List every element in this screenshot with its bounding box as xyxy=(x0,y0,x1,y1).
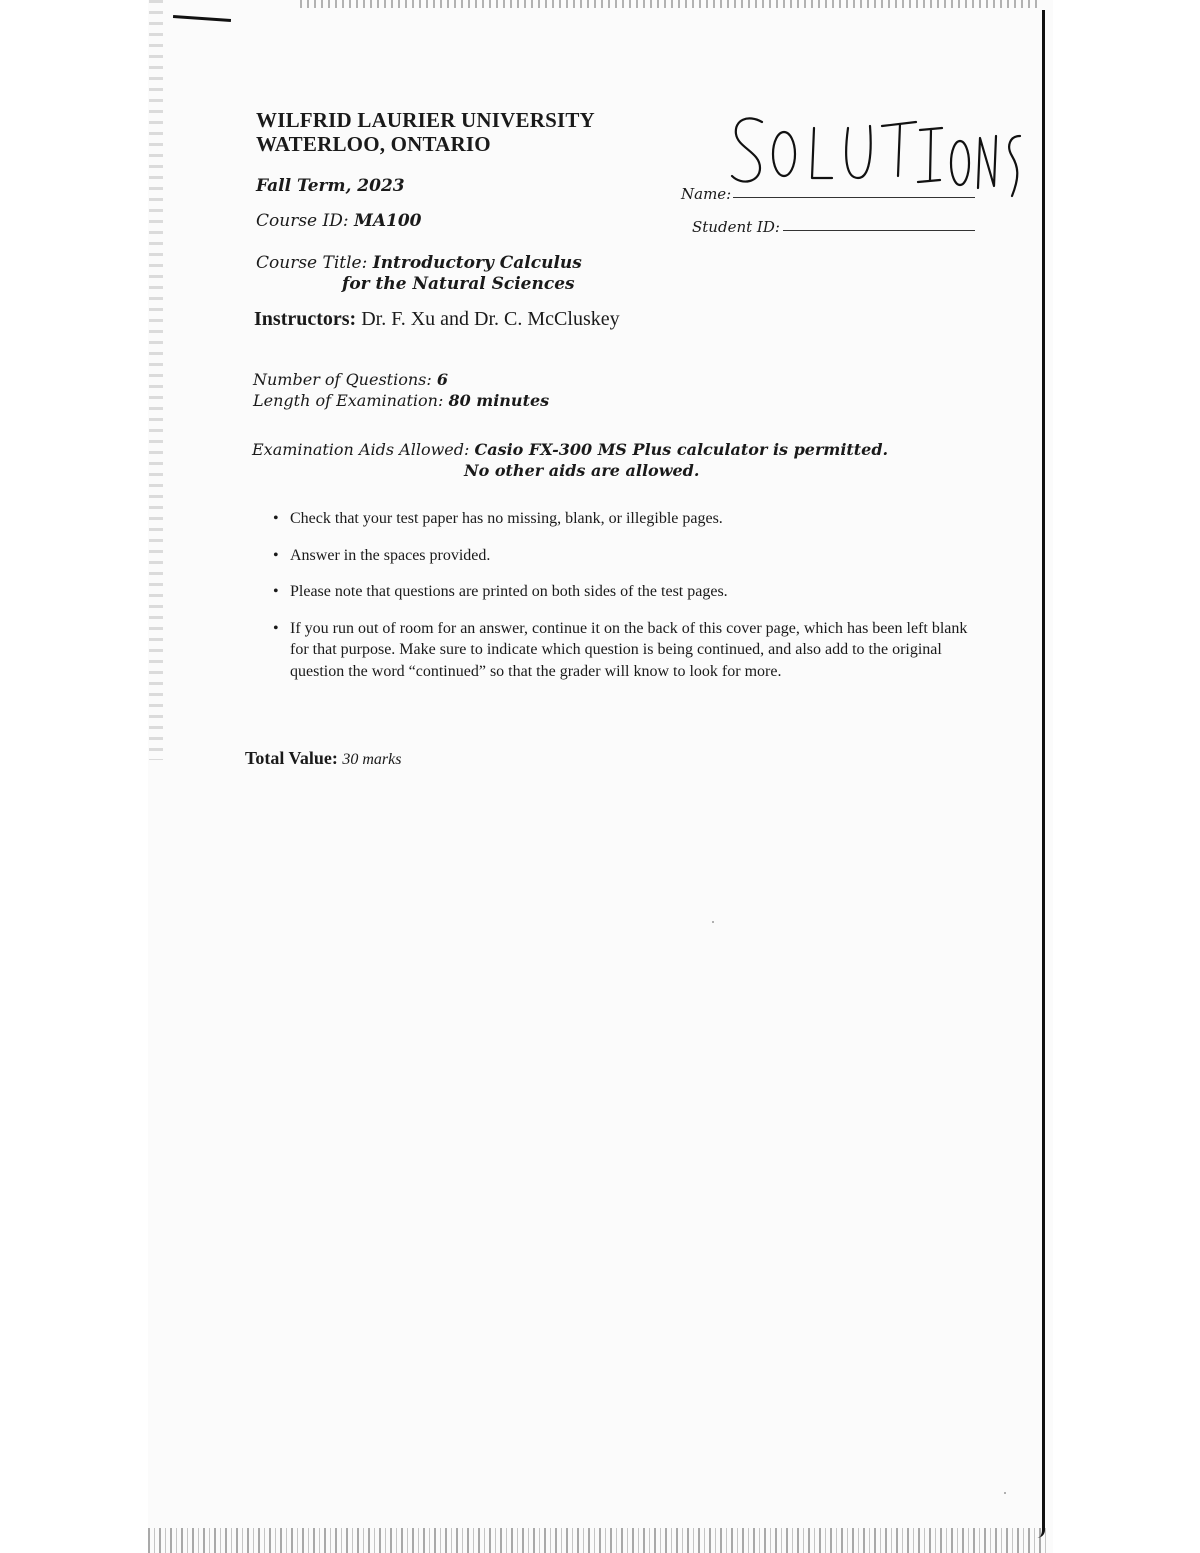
exam-length: Length of Examination: 80 minutes xyxy=(253,391,550,410)
exam-aids: Examination Aids Allowed: Casio FX-300 MS Plus calculator is permitted. No other aids are allowed. xyxy=(252,440,889,480)
num-questions: Number of Questions: 6 xyxy=(253,370,448,389)
student-id-field[interactable] xyxy=(783,230,975,231)
student-id-label: Student ID: xyxy=(692,218,780,236)
exam-details xyxy=(253,369,549,411)
list-item: • Check that your test paper has no missing, blank, or illegible pages. xyxy=(273,508,973,530)
term: Fall Term, 2023 xyxy=(256,176,405,196)
list-item: • If you run out of room for an answer, continue it on the back of this cover page, which has been left blank for that purpose. Make sure to indicate which question is being continued, and also add to the original question the word “continued” so that the grader will know to look for more. xyxy=(273,618,973,683)
scan-left-edge xyxy=(149,0,163,760)
name-label: Name: xyxy=(681,185,732,203)
course-title: Course Title: Introductory Calculus for the Natural Sciences xyxy=(256,253,582,294)
university-heading: WILFRID LAURIER UNIVERSITY WATERLOO, ONTARIO xyxy=(256,108,595,156)
list-item: • Please note that questions are printed on both sides of the test pages. xyxy=(273,581,973,603)
scan-speck xyxy=(712,921,714,923)
instructors: Instructors: Dr. F. Xu and Dr. C. McCluskey xyxy=(254,308,620,330)
instructions-list xyxy=(273,508,973,697)
list-item: • Answer in the spaces provided. xyxy=(273,545,973,567)
exam-cover-page xyxy=(148,0,1053,1553)
scan-speck xyxy=(1004,1492,1006,1494)
total-value: Total Value: 30 marks xyxy=(245,748,402,768)
page-right-border xyxy=(1036,10,1045,1538)
scan-bottom-edge xyxy=(148,1528,1048,1553)
course-id: Course ID: MA100 xyxy=(256,211,422,231)
scan-top-edge xyxy=(300,0,1040,8)
handwritten-solutions xyxy=(720,108,1030,213)
